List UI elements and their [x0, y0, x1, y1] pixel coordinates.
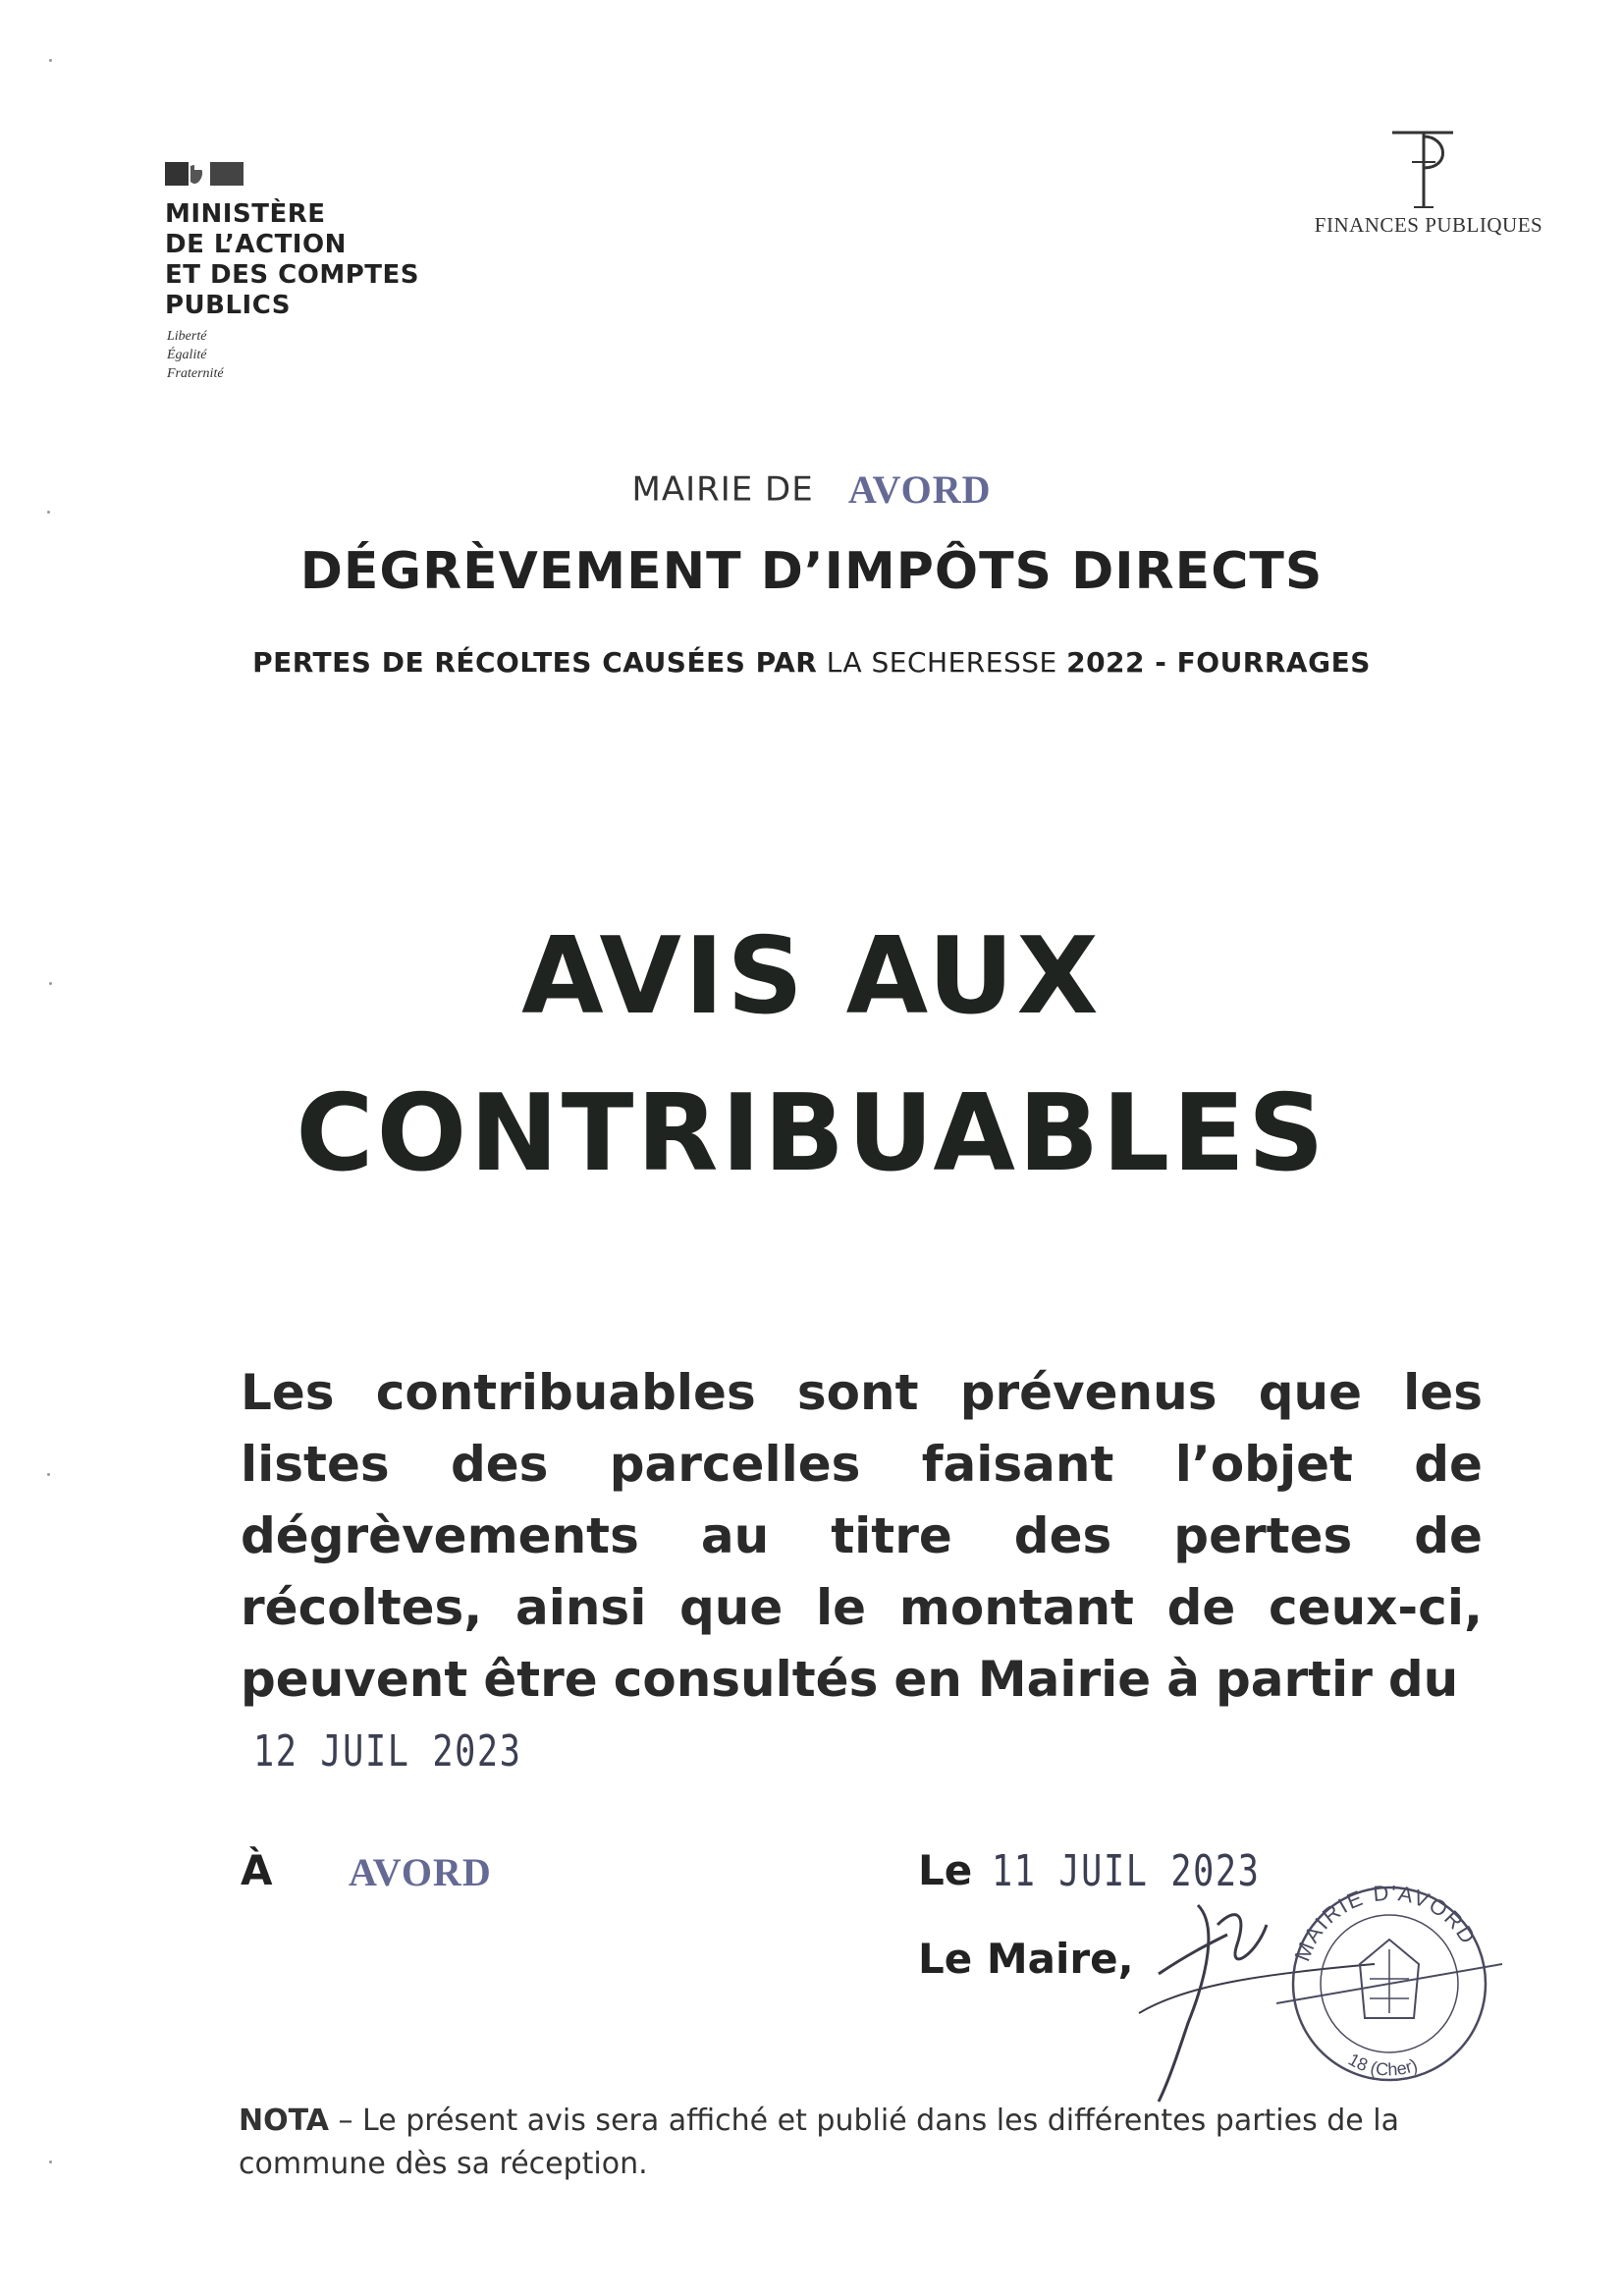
mairie-seal-icon [1276, 1856, 1502, 2102]
body-line [241, 1357, 1483, 1429]
subtitle-part: LA SECHERESSE [826, 646, 1057, 679]
body-word: parcelles [609, 1436, 861, 1493]
body-line [241, 1572, 1483, 1644]
body-word: partir [1215, 1651, 1373, 1708]
notice-body [241, 1357, 1483, 1716]
mairie-heading [0, 466, 1623, 513]
date-from-stamp: 12 JUIL 2023 [253, 1726, 522, 1777]
body-word: titre [831, 1507, 952, 1564]
ministry-name [165, 199, 419, 321]
nota-text: – Le présent avis sera affiché et publié dans les différentes parties de la commune dès sa réception. [239, 2104, 1400, 2181]
seal-text-bottom: 18 (Cher) [1344, 2049, 1421, 2080]
body-word: prévenus [959, 1364, 1217, 1421]
body-word: de [1414, 1507, 1483, 1564]
ministry-name-line: DE L’ACTION [165, 230, 347, 259]
body-word: listes [241, 1436, 390, 1493]
finances-publiques-text: FINANCES PUBLIQUES [1314, 213, 1543, 237]
body-word: l’objet [1174, 1436, 1353, 1493]
motto-line: Fraternité [167, 366, 224, 381]
scan-speck [47, 511, 50, 514]
body-word: être [483, 1651, 598, 1708]
finances-publiques-logo [1286, 123, 1571, 250]
place-stamp: AVORD [349, 1850, 492, 1894]
place-label: À [241, 1846, 273, 1894]
date-label: Le [918, 1846, 973, 1894]
ministry-name-line: ET DES COMPTES [165, 260, 420, 290]
svg-text:MAIRIE D'AVORD [1289, 1881, 1481, 1965]
republic-motto [167, 327, 224, 383]
body-line [241, 1644, 1483, 1716]
body-word: Mairie [977, 1651, 1152, 1708]
motto-line: Égalité [167, 348, 207, 362]
body-word: que [679, 1579, 784, 1636]
body-word: que [1258, 1364, 1362, 1421]
scan-speck [47, 1473, 50, 1476]
body-word: à [1166, 1651, 1200, 1708]
mayor-label: Le Maire, [918, 1935, 1134, 1983]
notice-title-line: CONTRIBUABLES [296, 1072, 1327, 1195]
marianne-flag-icon [165, 160, 245, 188]
document-title: DÉGRÈVEMENT D’IMPÔTS DIRECTS [299, 542, 1324, 601]
body-line [241, 1429, 1483, 1501]
commune-stamp: AVORD [847, 467, 992, 512]
nota-footnote [239, 2100, 1495, 2186]
motto-line: Liberté [167, 329, 207, 344]
body-word: consultés [613, 1651, 879, 1708]
subtitle-part: PERTES DE RÉCOLTES CAUSÉES PAR [252, 646, 818, 679]
mairie-label: MAIRIE DE [631, 469, 814, 510]
body-word: ceux-ci, [1269, 1579, 1483, 1636]
body-word: des [450, 1436, 549, 1493]
notice-title [0, 899, 1623, 1213]
body-word: pertes [1173, 1507, 1353, 1564]
body-line [241, 1501, 1483, 1572]
subtitle-part: 2022 - FOURRAGES [1066, 646, 1371, 679]
seal-text-top: MAIRIE D'AVORD [1289, 1880, 1482, 1965]
body-word: au [700, 1507, 770, 1564]
notice-title-line: AVIS AUX [521, 915, 1102, 1038]
body-word: montant [898, 1579, 1134, 1636]
scan-speck [49, 2160, 52, 2163]
date-signed-stamp: 11 JUIL 2023 [992, 1846, 1261, 1896]
document-subtitle [0, 646, 1623, 679]
body-word: récoltes, [241, 1579, 483, 1636]
fp-monogram-icon [1384, 123, 1463, 211]
ministry-logo [165, 160, 460, 396]
body-word: contribuables [375, 1364, 756, 1421]
body-word: des [1013, 1507, 1112, 1564]
body-word: de [1414, 1436, 1483, 1493]
body-word: sont [796, 1364, 919, 1421]
body-word: faisant [921, 1436, 1114, 1493]
body-word: en [893, 1651, 962, 1708]
ministry-name-line: MINISTÈRE [165, 199, 326, 229]
body-word: dégrèvements [241, 1507, 639, 1564]
scan-speck [49, 59, 52, 62]
body-word: le [816, 1579, 867, 1636]
body-word: les [1403, 1364, 1483, 1421]
body-word: du [1387, 1651, 1459, 1708]
ministry-name-line: PUBLICS [165, 291, 292, 320]
body-word: Les [241, 1364, 335, 1421]
body-word: peuvent [241, 1651, 468, 1708]
nota-label: NOTA [239, 2104, 329, 2138]
body-word: ainsi [514, 1579, 647, 1636]
scan-speck [49, 982, 52, 985]
body-word: de [1166, 1579, 1236, 1636]
